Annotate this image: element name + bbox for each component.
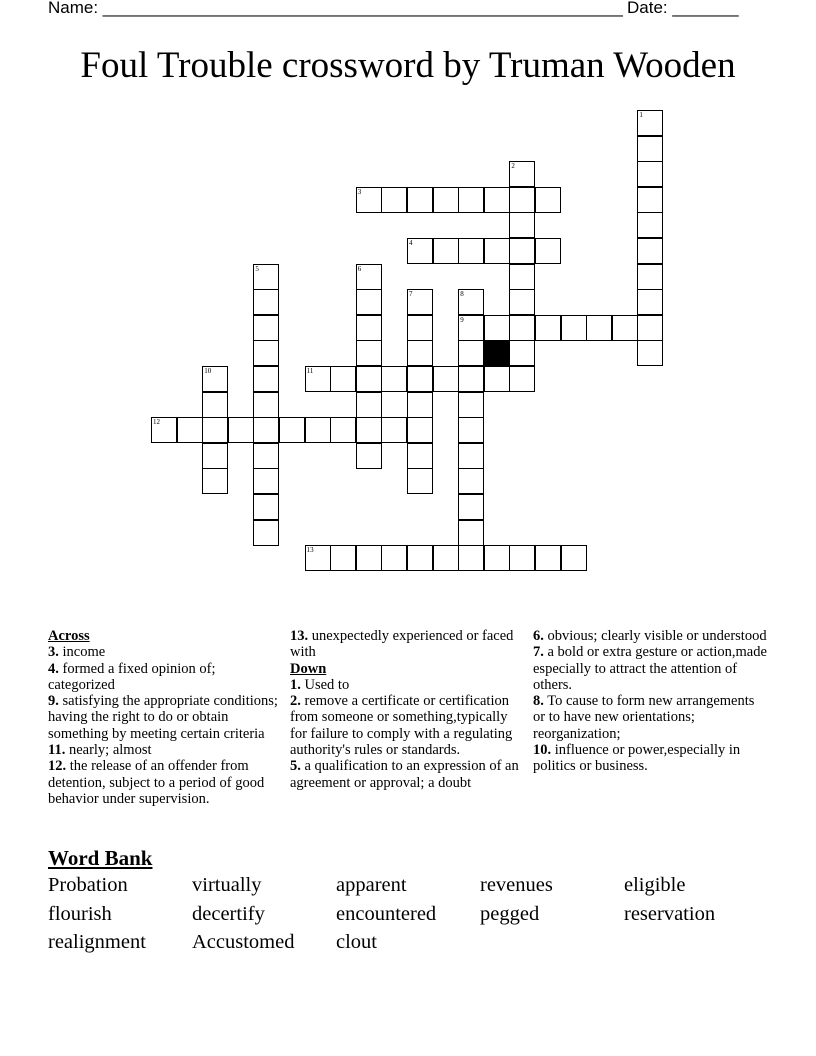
cell-number: 1 [639,111,643,119]
cell-number: 6 [357,264,362,273]
grid-cell[interactable] [637,110,663,136]
grid-cell[interactable] [407,366,433,392]
grid-cell[interactable] [484,315,510,341]
grid-cell[interactable] [612,315,638,341]
grid-cell[interactable] [202,468,228,494]
grid-cell[interactable] [253,417,279,443]
grid-cell[interactable] [458,340,484,366]
word-bank-title: Word Bank [48,846,153,870]
clue-across-13: 13. unexpectedly experienced or faced with [290,628,514,661]
grid-cell[interactable] [356,340,382,366]
grid-cell[interactable] [458,315,484,341]
grid-cell[interactable] [509,289,535,315]
grid-cell[interactable] [381,417,407,443]
grid-cell[interactable] [458,187,484,213]
grid-cell[interactable] [637,289,663,315]
grid-cell[interactable] [202,417,228,443]
grid-cell[interactable] [535,238,561,264]
cell-number: 12 [153,418,160,427]
grid-cell[interactable] [458,289,484,315]
grid-cell[interactable] [458,468,484,494]
grid-cell[interactable] [253,468,279,494]
grid-cell[interactable] [356,417,382,443]
cell-number: 10 [204,367,212,375]
grid-cell[interactable] [484,238,510,264]
grid-cell[interactable] [356,264,382,290]
word-bank-item: encountered [336,903,437,925]
grid-cell[interactable] [458,520,484,546]
grid-cell[interactable] [253,289,279,315]
grid-cell[interactable] [330,545,356,571]
grid-cell[interactable] [637,238,663,264]
grid-cell[interactable] [458,417,484,443]
grid-cell[interactable] [356,392,382,418]
grid-cell[interactable] [509,340,535,366]
grid-cell[interactable] [356,187,382,213]
grid-cell[interactable] [356,545,382,571]
clues-column-3 [533,628,769,775]
clue-down-1: 1. Used to [290,676,350,693]
word-bank-item: pegged [480,903,540,925]
cell-number: 7 [409,290,413,299]
grid-cell[interactable] [356,366,382,392]
grid-cell[interactable] [484,545,510,571]
grid-cell[interactable] [509,366,535,392]
cell-number: 8 [460,290,464,299]
clue-across-11: 11. nearly; almost [48,742,152,759]
word-bank-item: realignment [48,931,146,953]
grid-cell[interactable] [509,187,535,213]
grid-cell[interactable] [253,392,279,418]
grid-cell[interactable] [305,366,331,392]
grid-cell[interactable] [253,443,279,469]
clues-column-2 [290,628,526,791]
grid-cell[interactable] [433,238,459,264]
grid-cell[interactable] [253,340,279,366]
across-heading: Across [48,628,90,644]
grid-cell[interactable] [202,443,228,469]
grid-cell[interactable] [253,264,279,290]
grid-cell[interactable] [253,315,279,341]
clue-down-2: 2. remove a certificate or certification from someone or something,typically for failure to comply with a regulating authority's rules or standards. [290,693,513,759]
grid-cell[interactable] [407,443,433,469]
grid-cell[interactable] [535,187,561,213]
date-field-label: Date: _______ [627,0,739,17]
grid-cell[interactable] [561,545,587,571]
grid-cell[interactable] [407,340,433,366]
grid-cell[interactable] [305,417,331,443]
grid-cell[interactable] [484,187,510,213]
clue-down-5: 5. a qualification to an expression of an agreement or approval; a doubt [290,758,519,791]
grid-cell[interactable] [407,315,433,341]
grid-cell[interactable] [509,264,535,290]
clues-column-1 [48,628,284,807]
grid-cell[interactable] [458,494,484,520]
grid-cell[interactable] [356,443,382,469]
grid-cell[interactable] [381,545,407,571]
clue-across-4: 4. formed a fixed opinion of; categorized [48,660,216,693]
grid-cell[interactable] [637,212,663,238]
grid-cell[interactable] [356,315,382,341]
grid-cell[interactable] [509,212,535,238]
grid-cell[interactable] [458,443,484,469]
black-square [484,340,510,366]
clue-down-10: 10. influence or power,especially in politics or business. [533,742,741,775]
cell-number: 3 [357,187,362,196]
grid-cell[interactable] [202,366,228,392]
grid-cell[interactable] [228,417,254,443]
grid-cell[interactable] [509,238,535,264]
grid-cell[interactable] [151,417,177,443]
grid-cell[interactable] [458,366,484,392]
clue-across-9: 9. satisfying the appropriate conditions; having the right to do or obtain something by meeting certain criteria [48,693,278,742]
grid-cell[interactable] [407,417,433,443]
grid-cell[interactable] [637,315,663,341]
grid-cell[interactable] [637,264,663,290]
grid-cell[interactable] [407,468,433,494]
grid-cell[interactable] [330,417,356,443]
grid-cell[interactable] [433,187,459,213]
word-bank-item: eligible [624,874,686,896]
clue-down-8: 8. To cause to form new arrangements or to have new orientations; reorganization; [533,693,755,742]
grid-cell[interactable] [637,340,663,366]
grid-cell[interactable] [356,289,382,315]
clue-across-12: 12. the release of an offender from detention, subject to a period of good behavior under supervision. [48,758,265,807]
grid-cell[interactable] [407,187,433,213]
grid-cell[interactable] [637,136,663,162]
down-heading: Down [290,660,327,677]
name-field-label: Name: _______________________________________________________ [48,0,623,17]
grid-cell[interactable] [407,289,433,315]
grid-cell[interactable] [407,392,433,418]
cell-number: 4 [409,239,413,247]
grid-cell[interactable] [433,545,459,571]
clue-down-7: 7. a bold or extra gesture or action,made especially to attract the attention of others. [533,644,767,693]
word-bank-item: Probation [48,874,128,896]
word-bank-item: virtually [192,874,262,896]
cell-number: 5 [255,264,259,273]
clue-down-6: 6. obvious; clearly visible or understood [533,628,767,644]
word-bank-item: flourish [48,903,112,925]
grid-cell[interactable] [509,545,535,571]
grid-cell[interactable] [279,417,305,443]
grid-cell[interactable] [407,545,433,571]
grid-cell[interactable] [561,315,587,341]
page-title: Foul Trouble crossword by Truman Wooden [80,45,736,86]
clue-across-3: 3. income [48,644,106,661]
grid-cell[interactable] [458,545,484,571]
grid-cell[interactable] [586,315,612,341]
word-bank-item: clout [336,931,377,953]
grid-cell[interactable] [253,520,279,546]
grid-cell[interactable] [202,392,228,418]
grid-cell[interactable] [381,366,407,392]
word-bank-item: apparent [336,874,407,896]
grid-cell[interactable] [305,545,331,571]
grid-cell[interactable] [381,187,407,213]
grid-cell[interactable] [458,392,484,418]
word-bank-item: decertify [192,903,265,925]
grid-cell[interactable] [509,315,535,341]
grid-cell[interactable] [535,315,561,341]
grid-cell[interactable] [637,161,663,187]
grid-cell[interactable] [484,366,510,392]
cell-number: 11 [306,367,314,375]
grid-cell[interactable] [637,187,663,213]
cell-number: 2 [511,162,515,171]
cell-number: 13 [306,546,314,555]
word-bank-item: reservation [624,903,716,925]
grid-cell[interactable] [253,494,279,520]
word-bank-item: Accustomed [192,931,295,953]
word-bank-item: revenues [480,874,553,896]
grid-cell[interactable] [433,366,459,392]
grid-cell[interactable] [509,161,535,187]
grid-cell[interactable] [177,417,203,443]
grid-cell[interactable] [330,366,356,392]
grid-cell[interactable] [253,366,279,392]
grid-cell[interactable] [458,238,484,264]
grid-cell[interactable] [535,545,561,571]
grid-cell[interactable] [407,238,433,264]
cell-number: 9 [460,315,464,324]
